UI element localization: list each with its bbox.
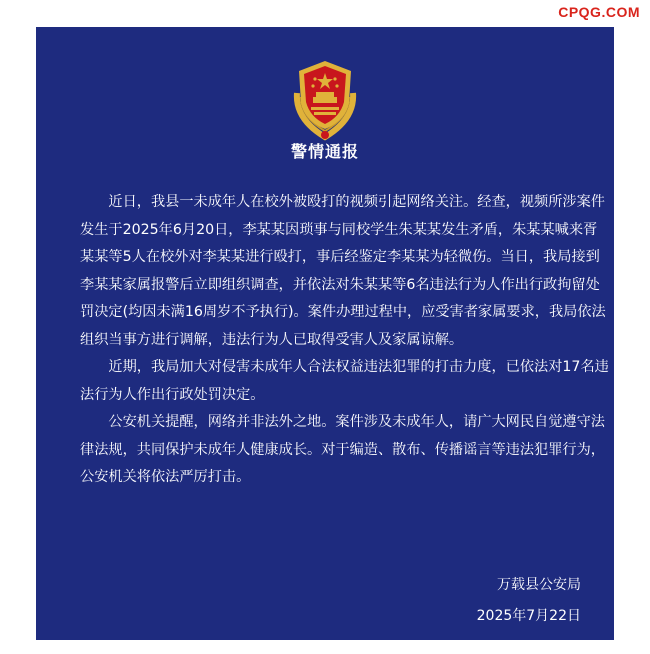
notice-title: 警情通报 (290, 142, 359, 161)
notice-body (80, 189, 610, 492)
police-emblem-icon (289, 57, 361, 143)
watermark: CPQG.COM (558, 4, 640, 20)
notice-signature (477, 570, 581, 632)
issue-date: 2025年7月22日 (476, 608, 581, 624)
notice-paragraph-3: 公安机关提醒，网络并非法外之地。案件涉及未成年人，请广大网民自觉遵守法律法规，共同保护未成年人健康成长。对于编造、散布、传播谣言等违法犯罪行为，公安机关将依法严厉打击。 (80, 414, 605, 485)
issuer-name: 万载县公安局 (497, 577, 581, 593)
notice-paragraph-1: 近日，我县一未成年人在校外被殴打的视频引起网络关注。经查，视频所涉案件发生于2025年6月20日，李某某因琐事与同校学生朱某某发生矛盾，朱某某喊来胥某某等5人在校外对李某某进行殴打，事后经鉴定李某某为轻微伤。当日，我局接到李某某家属报警后立即组织调查，并依法对朱某某等6名违法行为人作出行政拘留处罚决定(均因未满16周岁不予执行)。案件办理过程中，应受害者家属要求，我局依法组织当事方进行调解，违法行为人已取得受害人及家属谅解。 (80, 194, 606, 348)
police-notice-card (36, 27, 614, 640)
notice-paragraph-2: 近期，我局加大对侵害未成年人合法权益违法犯罪的打击力度，已依法对17名违法行为人作出行政处罚决定。 (80, 359, 609, 403)
